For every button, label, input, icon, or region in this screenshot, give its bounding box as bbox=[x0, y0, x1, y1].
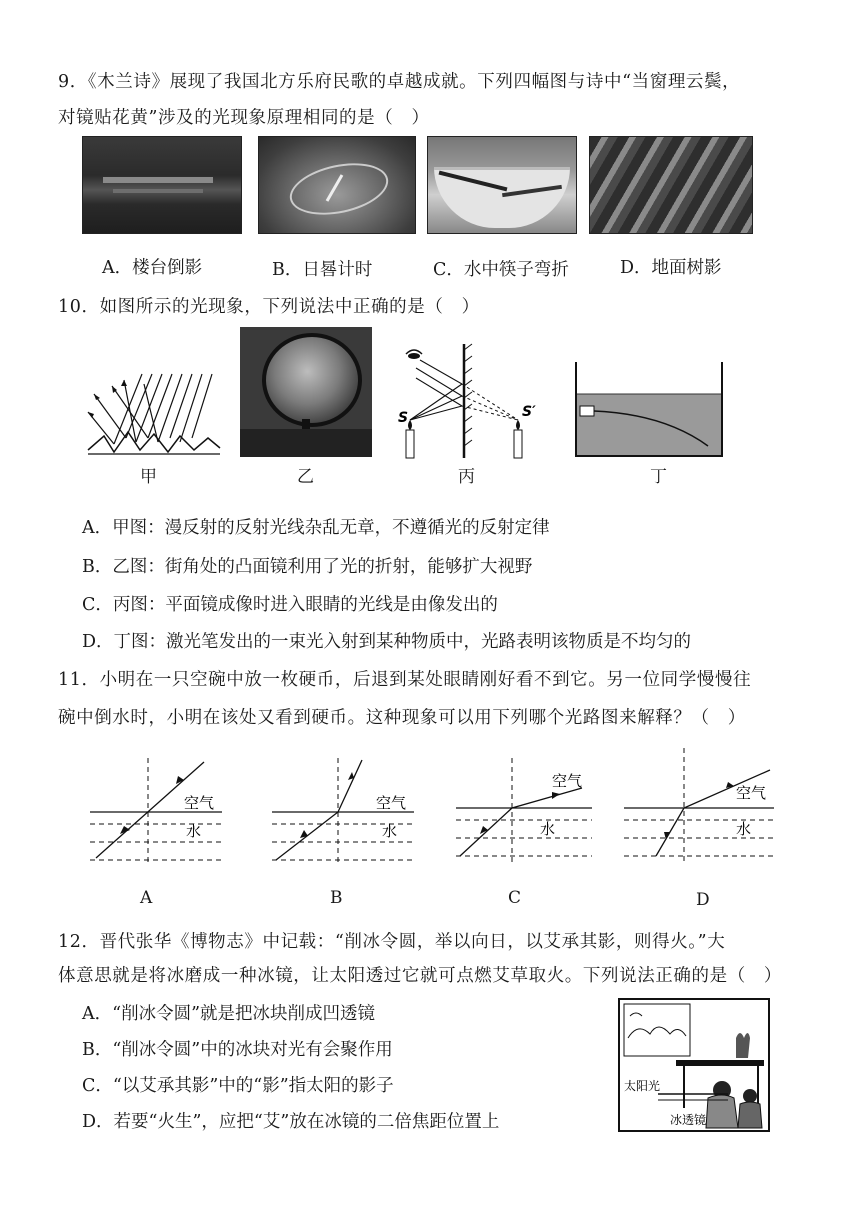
q11-c-water-label: 水 bbox=[540, 820, 556, 838]
q10-label-s: S bbox=[398, 410, 409, 426]
q10-option-b[interactable]: B．乙图：街角处的凸面镜利用了光的折射，能够扩大视野 bbox=[82, 557, 533, 577]
q12-option-d[interactable]: D．若要“火生”，应把“艾”放在冰镜的二倍焦距位置上 bbox=[82, 1112, 500, 1132]
q10-figure-yi bbox=[240, 327, 372, 457]
q11-c-air-label: 空气 bbox=[552, 772, 583, 790]
q11-b-water-label: 水 bbox=[382, 822, 398, 840]
q11-d-air-label: 空气 bbox=[736, 784, 767, 802]
q11-b-air-label: 空气 bbox=[376, 794, 407, 812]
q11-diagram-c bbox=[456, 758, 602, 864]
q9-option-a[interactable]: A．楼台倒影 bbox=[102, 258, 203, 278]
q9-option-b[interactable]: B．日晷计时 bbox=[272, 260, 373, 280]
q10-label-s-prime: S′ bbox=[522, 404, 536, 420]
q12-option-a[interactable]: A．“削冰令圆”就是把冰块削成凹透镜 bbox=[82, 1004, 376, 1024]
q10-caption-ding: 丁 bbox=[650, 467, 667, 487]
q9-photo-d bbox=[589, 136, 753, 234]
q11-letter-d: D bbox=[696, 890, 710, 910]
q10-figure-ding bbox=[574, 360, 726, 460]
q10-caption-bing: 丙 bbox=[458, 467, 475, 487]
q12-illus-sun-label: 太阳光 bbox=[624, 1079, 661, 1093]
q11-a-water-label: 水 bbox=[186, 822, 202, 840]
q10-caption-yi: 乙 bbox=[297, 467, 314, 487]
q10-option-a[interactable]: A．甲图：漫反射的反射光线杂乱无章，不遵循光的反射定律 bbox=[82, 518, 550, 538]
q12-illus-lens-label: 冰透镜 bbox=[670, 1113, 707, 1127]
q9-stem-line1: 9．《木兰诗》展现了我国北方乐府民歌的卓越成就。下列四幅图与诗中“当窗理云鬓， bbox=[58, 72, 741, 92]
q9-option-d[interactable]: D．地面树影 bbox=[620, 258, 722, 278]
q10-stem: 10．如图所示的光现象，下列说法中正确的是（ ） bbox=[58, 297, 480, 317]
q10-option-c[interactable]: C．丙图：平面镜成像时进入眼睛的光线是由像发出的 bbox=[82, 595, 498, 615]
q12-option-b[interactable]: B．“削冰令圆”中的冰块对光有会聚作用 bbox=[82, 1040, 393, 1060]
q12-option-c[interactable]: C．“以艾承其影”中的“影”指太阳的影子 bbox=[82, 1076, 394, 1096]
q10-option-d[interactable]: D．丁图：激光笔发出的一束光入射到某种物质中，光路表明该物质是不均匀的 bbox=[82, 632, 692, 652]
q11-stem-line1: 11．小明在一只空碗中放一枚硬币，后退到某处眼睛刚好看不到它。另一位同学慢慢往 bbox=[58, 670, 752, 690]
q12-stem-line2: 体意思就是将冰磨成一种冰镜，让太阳透过它就可点燃艾草取火。下列说法正确的是（ ） bbox=[58, 966, 782, 986]
q9-photo-b bbox=[258, 136, 416, 234]
q9-photo-c bbox=[427, 136, 577, 234]
q10-figure-jia bbox=[84, 372, 224, 458]
q9-stem-line2: 对镜贴花黄”涉及的光现象原理相同的是（ ） bbox=[58, 108, 430, 128]
q11-diagram-b bbox=[272, 758, 422, 864]
q11-diagram-a bbox=[90, 758, 230, 864]
q11-diagram-d bbox=[624, 748, 784, 864]
q11-letter-b: B bbox=[330, 888, 343, 908]
q9-option-c[interactable]: C．水中筷子弯折 bbox=[433, 260, 569, 280]
q12-illustration bbox=[618, 998, 770, 1132]
q11-stem-line2: 碗中倒水时，小明在该处又看到硬币。这种现象可以用下列哪个光路图来解释？（ ） bbox=[58, 708, 746, 728]
q9-photo-a bbox=[82, 136, 242, 234]
q11-letter-c: C bbox=[508, 888, 522, 908]
q12-stem-line1: 12．晋代张华《博物志》中记载：“削冰令圆，举以向日，以艾承其影，则得火。”大 bbox=[58, 932, 726, 952]
q10-caption-jia: 甲 bbox=[140, 467, 157, 487]
q11-d-water-label: 水 bbox=[736, 820, 752, 838]
q11-letter-a: A bbox=[140, 888, 153, 908]
q10-figure-bing bbox=[396, 340, 546, 462]
q11-a-air-label: 空气 bbox=[184, 794, 215, 812]
